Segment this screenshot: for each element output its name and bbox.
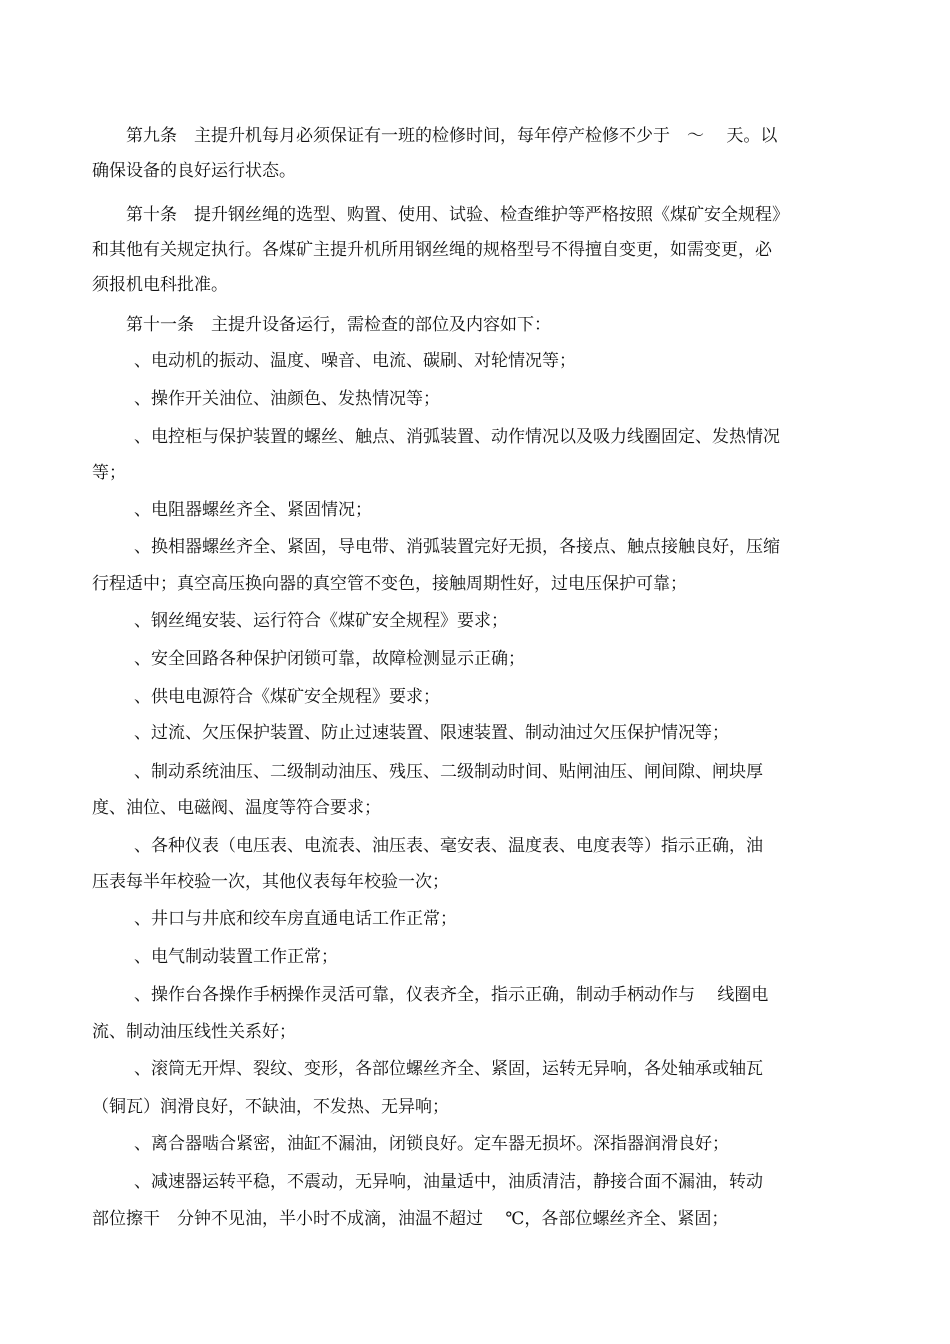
list-item: 、电动机的振动、温度、噪音、电流、碳刷、对轮情况等； xyxy=(134,351,576,371)
list-item: 、电控柜与保护装置的螺丝、触点、消弧装置、动作情况以及吸力线圈固定、发热情况 xyxy=(134,427,780,447)
text-line: 行程适中；真空高压换向器的真空管不变色，接触周期性好，过电压保护可靠； xyxy=(92,574,687,594)
text-line: 流、制动油压线性关系好； xyxy=(92,1022,296,1042)
text-line: （铜瓦）润滑良好，不缺油，不发热、无异响； xyxy=(92,1097,449,1117)
list-item: 、过流、欠压保护装置、防止过速装置、限速装置、制动油过欠压保护情况等； xyxy=(134,723,729,743)
text-line: 第十条 提升钢丝绳的选型、购置、使用、试验、检查维护等严格按照《煤矿安全规程》 xyxy=(126,205,789,225)
text-line: 确保设备的良好运行状态。 xyxy=(92,161,296,181)
list-item: 、操作开关油位、油颜色、发热情况等； xyxy=(134,389,440,409)
list-item: 、滚筒无开焊、裂纹、变形，各部位螺丝齐全、紧固，运转无异响，各处轴承或轴瓦 xyxy=(134,1059,763,1079)
list-item: 、操作台各操作手柄操作灵活可靠，仪表齐全，指示正确，制动手柄动作与 线圈电 xyxy=(134,985,769,1005)
list-item: 、换相器螺丝齐全、紧固，导电带、消弧装置完好无损，各接点、触点接触良好，压缩 xyxy=(134,537,780,557)
list-item: 、离合器啮合紧密，油缸不漏油，闭锁良好。定车器无损坏。深指器润滑良好； xyxy=(134,1134,729,1154)
list-item: 、制动系统油压、二级制动油压、残压、二级制动时间、贴闸油压、闸间隙、闸块厚 xyxy=(134,762,763,782)
list-item: 、井口与井底和绞车房直通电话工作正常； xyxy=(134,909,457,929)
text-line: 须报机电科批准。 xyxy=(92,275,228,295)
list-item: 、电气制动装置工作正常； xyxy=(134,947,338,967)
list-item: 、供电电源符合《煤矿安全规程》要求； xyxy=(134,687,440,707)
list-item: 、钢丝绳安装、运行符合《煤矿安全规程》要求； xyxy=(134,611,508,631)
text-line: 压表每半年校验一次，其他仪表每年校验一次； xyxy=(92,872,449,892)
list-item: 、减速器运转平稳，不震动，无异响，油量适中，油质清洁，静接合面不漏油，转动 xyxy=(134,1172,763,1192)
text-line: 和其他有关规定执行。各煤矿主提升机所用钢丝绳的规格型号不得擅自变更，如需变更，必 xyxy=(92,240,772,260)
text-line: 第九条 主提升机每月必须保证有一班的检修时间，每年停产检修不少于 ～ 天。以 xyxy=(126,126,778,146)
list-item: 、安全回路各种保护闭锁可靠，故障检测显示正确； xyxy=(134,649,525,669)
text-line: 部位擦干 分钟不见油，半小时不成滴，油温不超过 ℃，各部位螺丝齐全、紧固； xyxy=(92,1209,729,1229)
text-line: 等； xyxy=(92,463,126,483)
list-item: 、各种仪表（电压表、电流表、油压表、毫安表、温度表、电度表等）指示正确，油 xyxy=(134,836,763,856)
text-line: 第十一条 主提升设备运行，需检查的部位及内容如下： xyxy=(126,315,551,335)
text-line: 度、油位、电磁阀、温度等符合要求； xyxy=(92,798,381,818)
list-item: 、电阻器螺丝齐全、紧固情况； xyxy=(134,500,372,520)
